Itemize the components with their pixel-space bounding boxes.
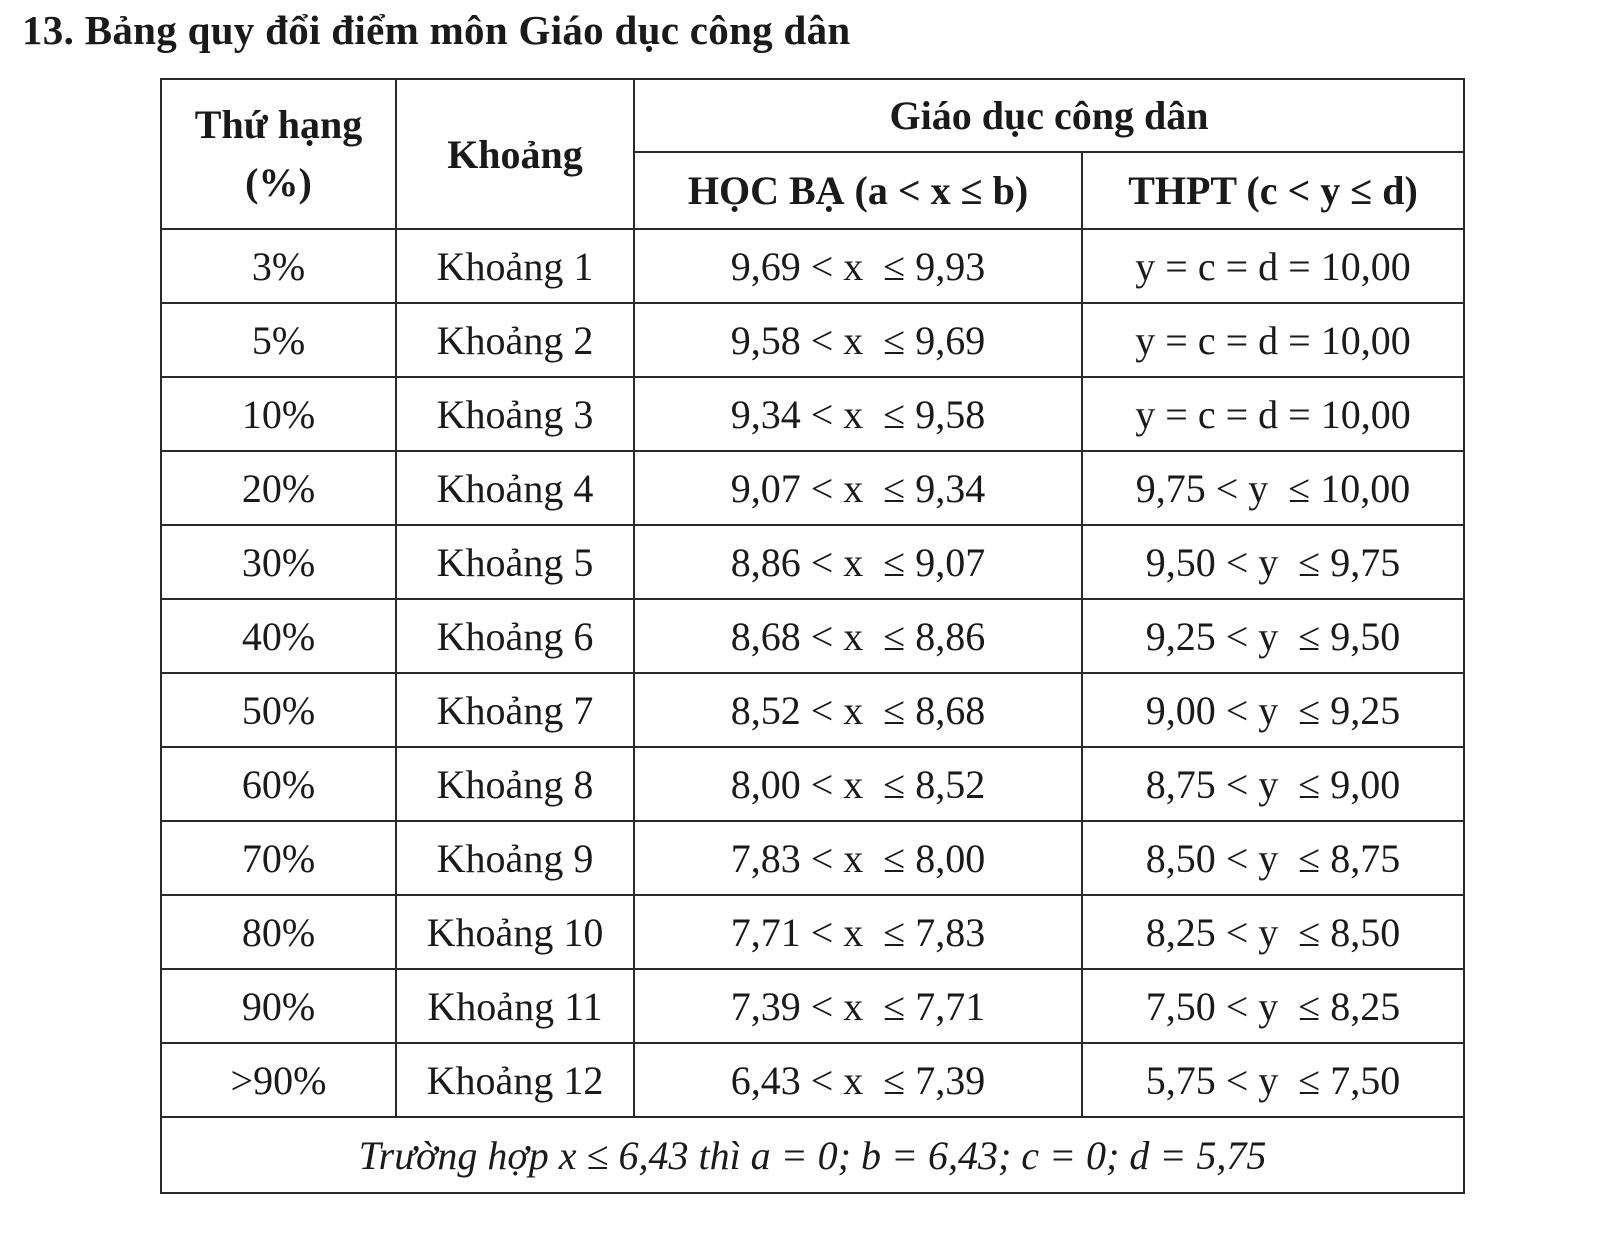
header-rank-unit: (%) (245, 160, 312, 205)
cell-thpt: 9,25 < y ≤ 9,50 (1082, 599, 1464, 673)
cell-rank: 60% (161, 747, 396, 821)
header-rank-label: Thứ hạng (194, 102, 363, 147)
cell-rank: 5% (161, 303, 396, 377)
cell-range: Khoảng 5 (396, 525, 634, 599)
cell-thpt: y = c = d = 10,00 (1082, 229, 1464, 303)
header-rank (161, 79, 396, 229)
cell-rank: >90% (161, 1043, 396, 1117)
table-row (161, 821, 1464, 895)
footer-note: Trường hợp x ≤ 6,43 thì a = 0; b = 6,43; c = 0; d = 5,75 (161, 1117, 1464, 1193)
cell-range: Khoảng 4 (396, 451, 634, 525)
table-row (161, 895, 1464, 969)
table-row (161, 303, 1464, 377)
header-thpt: THPT (c < y ≤ d) (1082, 152, 1464, 229)
cell-rank: 90% (161, 969, 396, 1043)
cell-hocba: 9,58 < x ≤ 9,69 (634, 303, 1082, 377)
cell-thpt: 8,75 < y ≤ 9,00 (1082, 747, 1464, 821)
cell-range: Khoảng 12 (396, 1043, 634, 1117)
header-hocba: HỌC BẠ (a < x ≤ b) (634, 152, 1082, 229)
cell-hocba: 9,34 < x ≤ 9,58 (634, 377, 1082, 451)
cell-rank: 30% (161, 525, 396, 599)
cell-hocba: 7,39 < x ≤ 7,71 (634, 969, 1082, 1043)
cell-range: Khoảng 1 (396, 229, 634, 303)
table-row (161, 377, 1464, 451)
cell-rank: 40% (161, 599, 396, 673)
conversion-table (160, 78, 1465, 1194)
cell-hocba: 7,71 < x ≤ 7,83 (634, 895, 1082, 969)
table-row (161, 599, 1464, 673)
cell-thpt: 9,50 < y ≤ 9,75 (1082, 525, 1464, 599)
cell-range: Khoảng 10 (396, 895, 634, 969)
cell-rank: 20% (161, 451, 396, 525)
cell-hocba: 8,00 < x ≤ 8,52 (634, 747, 1082, 821)
cell-thpt: y = c = d = 10,00 (1082, 303, 1464, 377)
cell-range: Khoảng 7 (396, 673, 634, 747)
table-row (161, 229, 1464, 303)
cell-thpt: 5,75 < y ≤ 7,50 (1082, 1043, 1464, 1117)
table-row (161, 673, 1464, 747)
table-row (161, 525, 1464, 599)
footer-row (161, 1117, 1464, 1193)
cell-range: Khoảng 8 (396, 747, 634, 821)
cell-range: Khoảng 6 (396, 599, 634, 673)
cell-range: Khoảng 2 (396, 303, 634, 377)
cell-hocba: 8,52 < x ≤ 8,68 (634, 673, 1082, 747)
cell-hocba: 9,69 < x ≤ 9,93 (634, 229, 1082, 303)
cell-rank: 10% (161, 377, 396, 451)
cell-hocba: 8,68 < x ≤ 8,86 (634, 599, 1082, 673)
table-row (161, 451, 1464, 525)
cell-thpt: 8,50 < y ≤ 8,75 (1082, 821, 1464, 895)
cell-hocba: 7,83 < x ≤ 8,00 (634, 821, 1082, 895)
cell-range: Khoảng 11 (396, 969, 634, 1043)
cell-thpt: y = c = d = 10,00 (1082, 377, 1464, 451)
cell-hocba: 8,86 < x ≤ 9,07 (634, 525, 1082, 599)
table-row (161, 1043, 1464, 1117)
cell-range: Khoảng 9 (396, 821, 634, 895)
cell-thpt: 9,75 < y ≤ 10,00 (1082, 451, 1464, 525)
table-row (161, 969, 1464, 1043)
cell-rank: 50% (161, 673, 396, 747)
header-range: Khoảng (396, 79, 634, 229)
table-row (161, 747, 1464, 821)
cell-thpt: 8,25 < y ≤ 8,50 (1082, 895, 1464, 969)
cell-thpt: 9,00 < y ≤ 9,25 (1082, 673, 1464, 747)
cell-rank: 70% (161, 821, 396, 895)
header-subject-group: Giáo dục công dân (634, 79, 1464, 152)
cell-rank: 3% (161, 229, 396, 303)
cell-hocba: 6,43 < x ≤ 7,39 (634, 1043, 1082, 1117)
cell-rank: 80% (161, 895, 396, 969)
cell-hocba: 9,07 < x ≤ 9,34 (634, 451, 1082, 525)
page-title: 13. Bảng quy đổi điểm môn Giáo dục công dân (22, 7, 851, 53)
cell-range: Khoảng 3 (396, 377, 634, 451)
cell-thpt: 7,50 < y ≤ 8,25 (1082, 969, 1464, 1043)
